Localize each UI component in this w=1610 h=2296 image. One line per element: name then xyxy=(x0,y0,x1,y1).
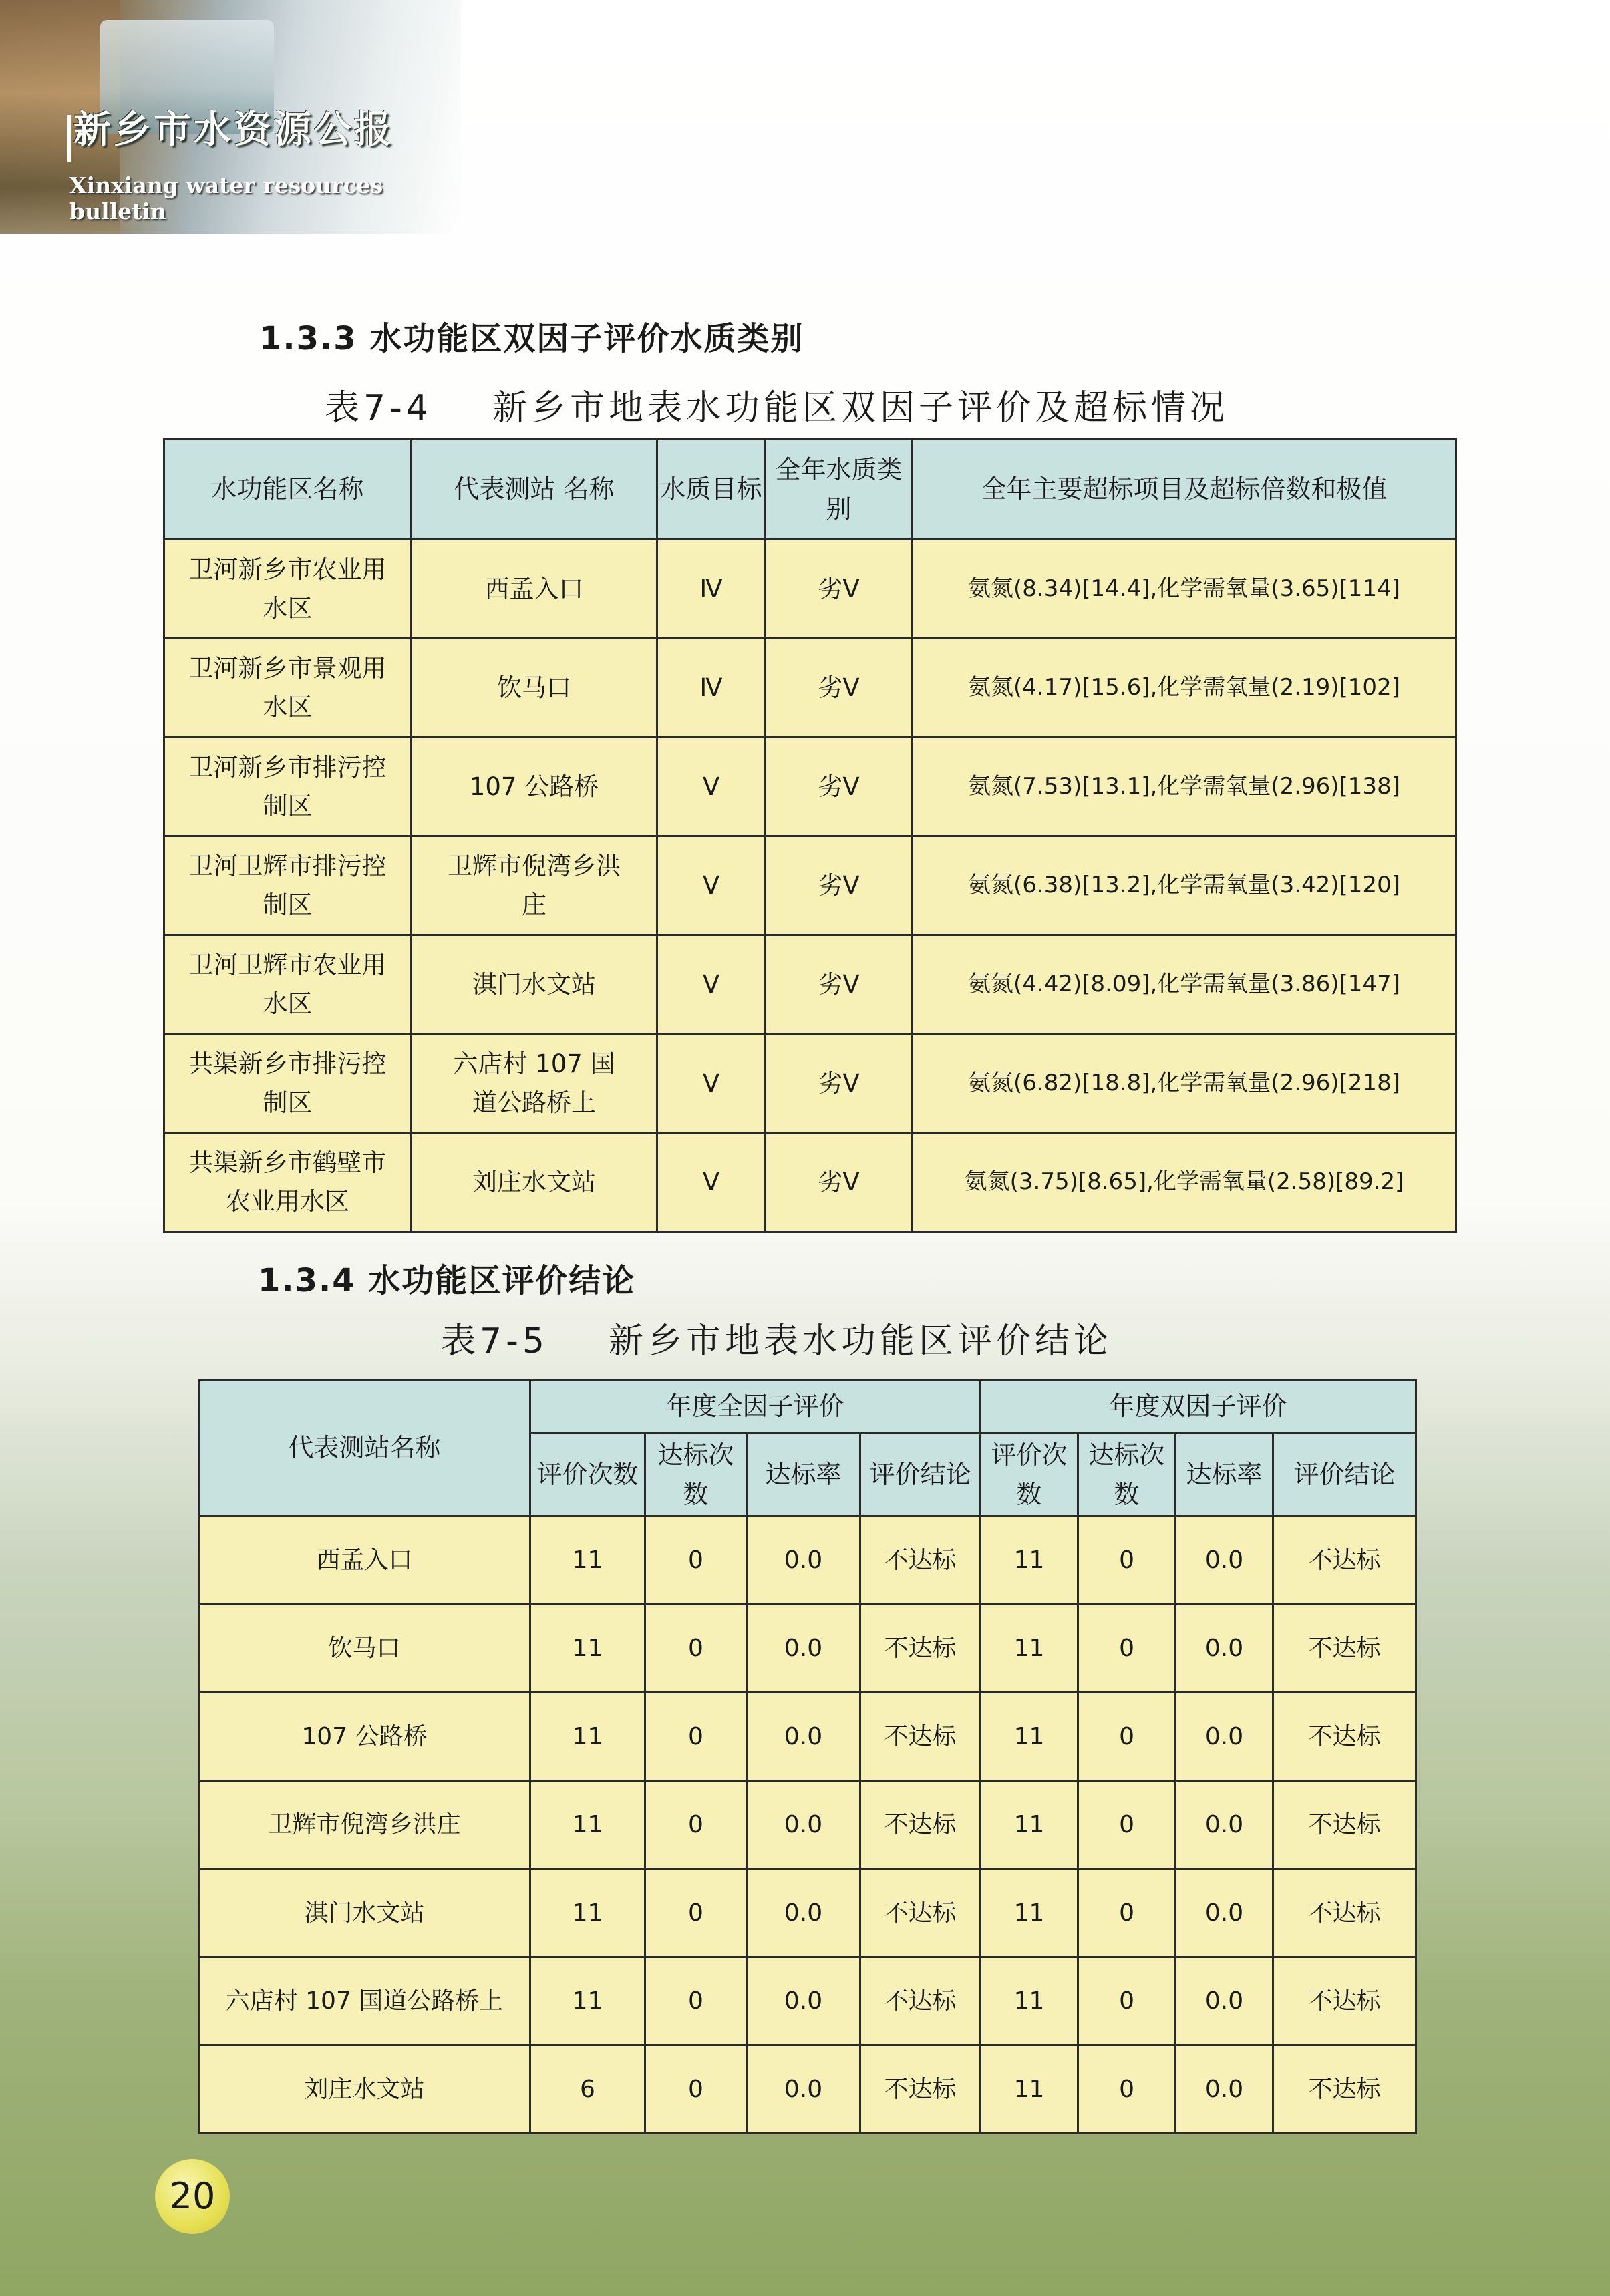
conclusion-cell: 不达标 xyxy=(1273,1869,1416,1957)
col-header-detail: 全年主要超标项目及超标倍数和极值 xyxy=(913,440,1456,540)
detail-cell: 氨氮(3.75)[8.65],化学需氧量(2.58)[89.2] xyxy=(913,1133,1456,1232)
pass-rate-cell: 0.0 xyxy=(747,1781,860,1869)
table-7-4-caption: 表7-4 新乡市地表水功能区双因子评价及超标情况 xyxy=(325,388,1229,428)
conclusion-cell: 不达标 xyxy=(860,1869,981,1957)
pass-count-cell: 0 xyxy=(645,1693,747,1781)
station-name-cell: 淇门水文站 xyxy=(199,1869,530,1957)
table-row xyxy=(164,1133,1456,1232)
header-banner xyxy=(0,0,461,234)
eval-count-cell: 11 xyxy=(530,1869,645,1957)
station-name-cell: 107 公路桥 xyxy=(199,1693,530,1781)
conclusion-cell: 不达标 xyxy=(1273,1605,1416,1693)
pass-count-cell: 0 xyxy=(1078,1516,1176,1605)
category-cell: 劣Ⅴ xyxy=(766,540,913,639)
conclusion-cell: 不达标 xyxy=(1273,1516,1416,1605)
detail-cell: 氨氮(4.17)[15.6],化学需氧量(2.19)[102] xyxy=(913,639,1456,737)
page-number: 20 xyxy=(155,2159,230,2234)
conclusion-cell: 不达标 xyxy=(860,1957,981,2045)
eval-count-cell: 11 xyxy=(981,1605,1078,1693)
station-name-cell: 卫辉市倪湾乡洪庄 xyxy=(412,836,657,935)
station-name-cell: 卫辉市倪湾乡洪庄 xyxy=(199,1781,530,1869)
table-7-5-caption: 表7-5 新乡市地表水功能区评价结论 xyxy=(441,1321,1113,1361)
pass-rate-cell: 0.0 xyxy=(1176,2045,1273,2134)
category-cell: 劣Ⅴ xyxy=(766,935,913,1034)
eval-count-cell: 11 xyxy=(981,1693,1078,1781)
detail-cell: 氨氮(4.42)[8.09],化学需氧量(3.86)[147] xyxy=(913,935,1456,1034)
eval-count-cell: 11 xyxy=(981,1957,1078,2045)
target-cell: Ⅴ xyxy=(657,737,766,836)
pass-rate-cell: 0.0 xyxy=(1176,1516,1273,1605)
station-name-cell: 刘庄水文站 xyxy=(199,2045,530,2134)
zone-name-cell: 卫河新乡市农业用水区 xyxy=(164,540,412,639)
table-row xyxy=(164,1034,1456,1133)
category-cell: 劣Ⅴ xyxy=(766,836,913,935)
table-row xyxy=(164,737,1456,836)
table-row xyxy=(199,2045,1416,2134)
detail-cell: 氨氮(7.53)[13.1],化学需氧量(2.96)[138] xyxy=(913,737,1456,836)
conclusion-cell: 不达标 xyxy=(860,1516,981,1605)
detail-cell: 氨氮(8.34)[14.4],化学需氧量(3.65)[114] xyxy=(913,540,1456,639)
pass-rate-cell: 0.0 xyxy=(1176,1957,1273,2045)
section-heading-1-3-4: 1.3.4 水功能区评价结论 xyxy=(258,1262,636,1299)
eval-count-cell: 11 xyxy=(981,1781,1078,1869)
zone-name-cell: 卫河卫辉市农业用水区 xyxy=(164,935,412,1034)
col-header-full-factor: 年度全因子评价 xyxy=(530,1380,981,1434)
table-row xyxy=(164,540,1456,639)
conclusion-cell: 不达标 xyxy=(860,2045,981,2134)
station-name-cell: 饮马口 xyxy=(199,1605,530,1693)
table-row xyxy=(199,1516,1416,1605)
pass-count-cell: 0 xyxy=(1078,2045,1176,2134)
target-cell: Ⅴ xyxy=(657,1034,766,1133)
eval-count-cell: 11 xyxy=(530,1781,645,1869)
zone-name-cell: 卫河新乡市景观用水区 xyxy=(164,639,412,737)
category-cell: 劣Ⅴ xyxy=(766,1034,913,1133)
table-row xyxy=(164,935,1456,1034)
sub-header-pass-rate: 达标率 xyxy=(1176,1434,1273,1516)
station-name-cell: 刘庄水文站 xyxy=(412,1133,657,1232)
col-header-station: 代表测站名称 xyxy=(199,1380,530,1516)
pass-count-cell: 0 xyxy=(645,1869,747,1957)
station-name-cell: 西孟入口 xyxy=(412,540,657,639)
col-header-category: 全年水质类别 xyxy=(766,440,913,540)
sub-header-eval-count: 评价次数 xyxy=(981,1434,1078,1516)
sub-header-eval-count: 评价次数 xyxy=(530,1434,645,1516)
table-group-header-row xyxy=(199,1380,1416,1434)
conclusion-cell: 不达标 xyxy=(860,1693,981,1781)
pass-rate-cell: 0.0 xyxy=(747,1693,860,1781)
eval-count-cell: 11 xyxy=(530,1693,645,1781)
detail-cell: 氨氮(6.38)[13.2],化学需氧量(3.42)[120] xyxy=(913,836,1456,935)
target-cell: Ⅳ xyxy=(657,540,766,639)
table-row xyxy=(199,1869,1416,1957)
sub-header-conclusion: 评价结论 xyxy=(860,1434,981,1516)
table-7-4 xyxy=(163,438,1457,1233)
eval-count-cell: 11 xyxy=(530,1605,645,1693)
target-cell: Ⅴ xyxy=(657,836,766,935)
pass-rate-cell: 0.0 xyxy=(1176,1781,1273,1869)
station-name-cell: 淇门水文站 xyxy=(412,935,657,1034)
pass-count-cell: 0 xyxy=(645,2045,747,2134)
pass-count-cell: 0 xyxy=(645,1957,747,2045)
pass-rate-cell: 0.0 xyxy=(747,1516,860,1605)
col-header-station: 代表测站 名称 xyxy=(412,440,657,540)
target-cell: Ⅴ xyxy=(657,1133,766,1232)
detail-cell: 氨氮(6.82)[18.8],化学需氧量(2.96)[218] xyxy=(913,1034,1456,1133)
conclusion-cell: 不达标 xyxy=(1273,1957,1416,2045)
bulletin-title: 新乡市水资源公报 xyxy=(73,108,394,152)
conclusion-cell: 不达标 xyxy=(1273,2045,1416,2134)
pass-count-cell: 0 xyxy=(1078,1605,1176,1693)
table-7-5 xyxy=(198,1379,1417,2134)
eval-count-cell: 11 xyxy=(981,2045,1078,2134)
pass-rate-cell: 0.0 xyxy=(747,1605,860,1693)
zone-name-cell: 卫河卫辉市排污控制区 xyxy=(164,836,412,935)
conclusion-cell: 不达标 xyxy=(1273,1693,1416,1781)
conclusion-cell: 不达标 xyxy=(860,1605,981,1693)
col-header-target: 水质目标 xyxy=(657,440,766,540)
eval-count-cell: 11 xyxy=(530,1516,645,1605)
conclusion-cell: 不达标 xyxy=(1273,1781,1416,1869)
eval-count-cell: 11 xyxy=(981,1516,1078,1605)
target-cell: Ⅳ xyxy=(657,639,766,737)
bulletin-subtitle: Xinxiang water resources bulletin xyxy=(69,172,383,224)
table-row xyxy=(199,1605,1416,1693)
station-name-cell: 西孟入口 xyxy=(199,1516,530,1605)
zone-name-cell: 共渠新乡市鹤壁市农业用水区 xyxy=(164,1133,412,1232)
table-row xyxy=(199,1693,1416,1781)
pass-count-cell: 0 xyxy=(1078,1957,1176,2045)
pass-rate-cell: 0.0 xyxy=(747,2045,860,2134)
pass-rate-cell: 0.0 xyxy=(1176,1693,1273,1781)
col-header-dual-factor: 年度双因子评价 xyxy=(981,1380,1416,1434)
category-cell: 劣Ⅴ xyxy=(766,1133,913,1232)
pass-count-cell: 0 xyxy=(645,1781,747,1869)
table-row xyxy=(164,639,1456,737)
pass-rate-cell: 0.0 xyxy=(1176,1869,1273,1957)
pass-count-cell: 0 xyxy=(1078,1693,1176,1781)
zone-name-cell: 卫河新乡市排污控制区 xyxy=(164,737,412,836)
eval-count-cell: 11 xyxy=(530,1957,645,2045)
pass-count-cell: 0 xyxy=(1078,1781,1176,1869)
pass-rate-cell: 0.0 xyxy=(1176,1605,1273,1693)
station-name-cell: 饮马口 xyxy=(412,639,657,737)
pass-count-cell: 0 xyxy=(645,1605,747,1693)
sub-header-pass-count: 达标次数 xyxy=(1078,1434,1176,1516)
pass-rate-cell: 0.0 xyxy=(747,1957,860,2045)
target-cell: Ⅴ xyxy=(657,935,766,1034)
station-name-cell: 六店村 107 国道公路桥上 xyxy=(199,1957,530,2045)
pass-count-cell: 0 xyxy=(645,1516,747,1605)
table-row xyxy=(164,836,1456,935)
sub-header-pass-count: 达标次数 xyxy=(645,1434,747,1516)
sub-header-pass-rate: 达标率 xyxy=(747,1434,860,1516)
zone-name-cell: 共渠新乡市排污控制区 xyxy=(164,1034,412,1133)
table-row xyxy=(199,1957,1416,2045)
pass-count-cell: 0 xyxy=(1078,1869,1176,1957)
table-header-row xyxy=(164,440,1456,540)
category-cell: 劣Ⅴ xyxy=(766,639,913,737)
category-cell: 劣Ⅴ xyxy=(766,737,913,836)
pass-rate-cell: 0.0 xyxy=(747,1869,860,1957)
banner-divider xyxy=(67,115,71,162)
eval-count-cell: 6 xyxy=(530,2045,645,2134)
col-header-zone: 水功能区名称 xyxy=(164,440,412,540)
conclusion-cell: 不达标 xyxy=(860,1781,981,1869)
table-row xyxy=(199,1781,1416,1869)
station-name-cell: 107 公路桥 xyxy=(412,737,657,836)
station-name-cell: 六店村 107 国道公路桥上 xyxy=(412,1034,657,1133)
eval-count-cell: 11 xyxy=(981,1869,1078,1957)
sub-header-conclusion: 评价结论 xyxy=(1273,1434,1416,1516)
section-heading-1-3-3: 1.3.3 水功能区双因子评价水质类别 xyxy=(259,320,804,357)
